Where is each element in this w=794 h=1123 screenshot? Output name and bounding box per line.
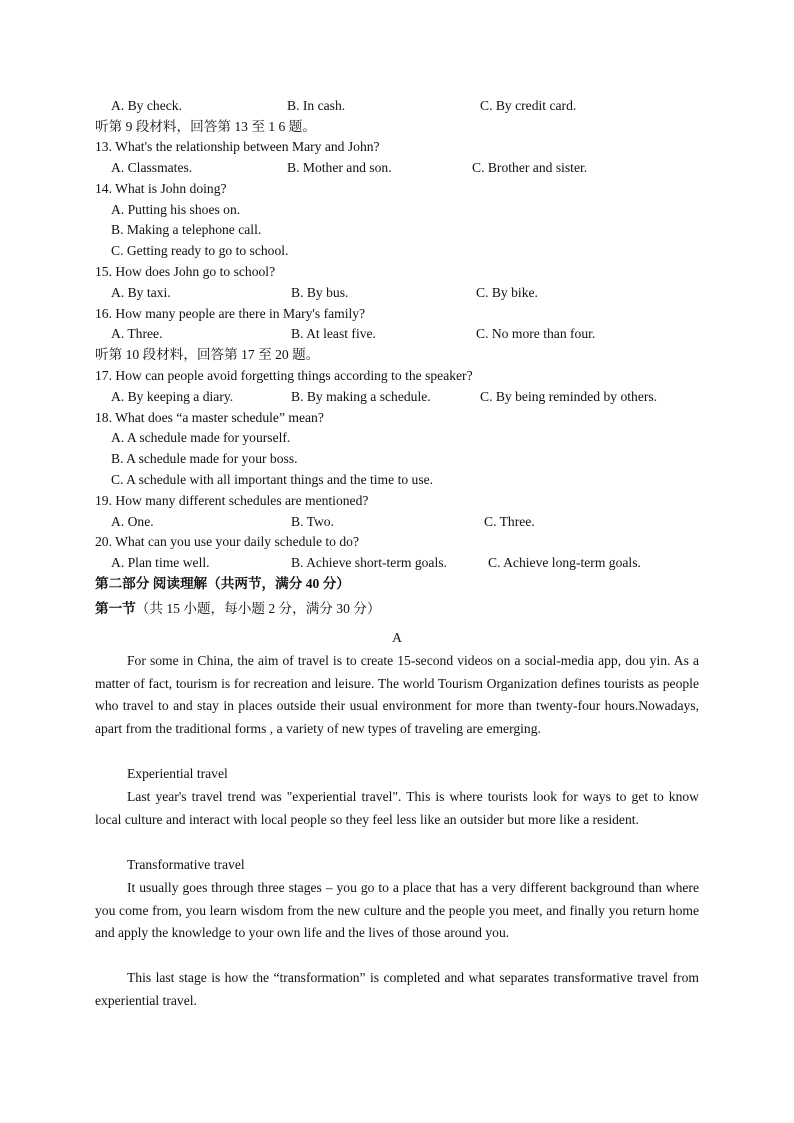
- instruction-section-9: 听第 9 段材料，回答第 13 至 1 6 题。: [95, 119, 316, 134]
- paragraph-1: For some in China, the aim of travel is to create 15-second videos on a social-media app, dou yin. As a matter of fact, tourism is for recreation and leisure. The world Tourism Organization defines tourists as people who travel to and stay in places outside their usual environment for more than twenty-four hours.Nowadays, apart from the traditional forms , a variety of new types of traveling are emerging.: [95, 653, 699, 737]
- q14-option-a: A. Putting his shoes on.: [111, 202, 241, 217]
- paragraph-4: This last stage is how the “transformation” is completed and what separates transformative travel from experiential travel.: [95, 970, 699, 1008]
- q13-option-c: C. Brother and sister.: [472, 160, 588, 175]
- paragraph-2: Last year's travel trend was "experiential travel". This is where tourists look for ways to get to know local culture and interact with local people so they feel less like an outsider but more like a resident.: [95, 789, 699, 827]
- q19-option-b: B. Two.: [291, 514, 334, 529]
- question-14: 14. What is John doing?: [95, 181, 227, 196]
- question-17: 17. How can people avoid forgetting things according to the speaker?: [95, 368, 473, 383]
- q18-option-b: B. A schedule made for your boss.: [111, 451, 298, 466]
- question-16: 16. How many people are there in Mary's family?: [95, 306, 366, 321]
- q16-option-a: A. Three.: [111, 326, 163, 341]
- q17-option-c: C. By being reminded by others.: [480, 389, 658, 404]
- q15-option-a: A. By taxi.: [111, 285, 171, 300]
- q17-option-b: B. By making a schedule.: [291, 389, 431, 404]
- q18-option-a: A. A schedule made for yourself.: [111, 430, 291, 445]
- q14-option-c: C. Getting ready to go to school.: [111, 243, 289, 258]
- question-13: 13. What's the relationship between Mary and John?: [95, 139, 380, 154]
- q16-option-b: B. At least five.: [291, 326, 376, 341]
- question-19: 19. How many different schedules are mentioned?: [95, 493, 369, 508]
- q12-option-a: A. By check.: [111, 98, 182, 113]
- q13-option-a: A. Classmates.: [111, 160, 193, 175]
- q13-option-b: B. Mother and son.: [287, 160, 392, 175]
- question-15: 15. How does John go to school?: [95, 264, 276, 279]
- q20-option-b: B. Achieve short-term goals.: [291, 555, 447, 570]
- q14-option-b: B. Making a telephone call.: [111, 222, 262, 237]
- q20-option-a: A. Plan time well.: [111, 555, 210, 570]
- paragraph-3: It usually goes through three stages – you go to a place that has a very different background than where you come from, you learn wisdom from the new culture and the people you meet, and finally you return home and apply the knowledge to your own life and the lives of those around you.: [95, 880, 699, 941]
- passage-label: A: [392, 630, 402, 645]
- question-18: 18. What does “a master schedule” mean?: [95, 410, 324, 425]
- q15-option-b: B. By bus.: [291, 285, 349, 300]
- heading-experiential-travel: Experiential travel: [127, 766, 228, 781]
- q15-option-c: C. By bike.: [476, 285, 538, 300]
- section-1-title: 第一节: [95, 601, 136, 616]
- q12-option-b: B. In cash.: [287, 98, 346, 113]
- part-2-title: 第二部分 阅读理解（共两节，满分 40 分）: [95, 576, 350, 591]
- q17-option-a: A. By keeping a diary.: [111, 389, 234, 404]
- q20-option-c: C. Achieve long-term goals.: [488, 555, 641, 570]
- instruction-section-10: 听第 10 段材料，回答第 17 至 20 题。: [95, 347, 320, 362]
- q19-option-a: A. One.: [111, 514, 154, 529]
- q18-option-c: C. A schedule with all important things and the time to use.: [111, 472, 434, 487]
- section-1-detail: （共 15 小题，每小题 2 分，满分 30 分）: [135, 601, 381, 616]
- q12-option-c: C. By credit card.: [480, 98, 577, 113]
- question-20: 20. What can you use your daily schedule to do?: [95, 534, 360, 549]
- q19-option-c: C. Three.: [484, 514, 535, 529]
- q16-option-c: C. No more than four.: [476, 326, 596, 341]
- section-1-heading: [95, 599, 380, 619]
- heading-transformative-travel: Transformative travel: [127, 857, 245, 872]
